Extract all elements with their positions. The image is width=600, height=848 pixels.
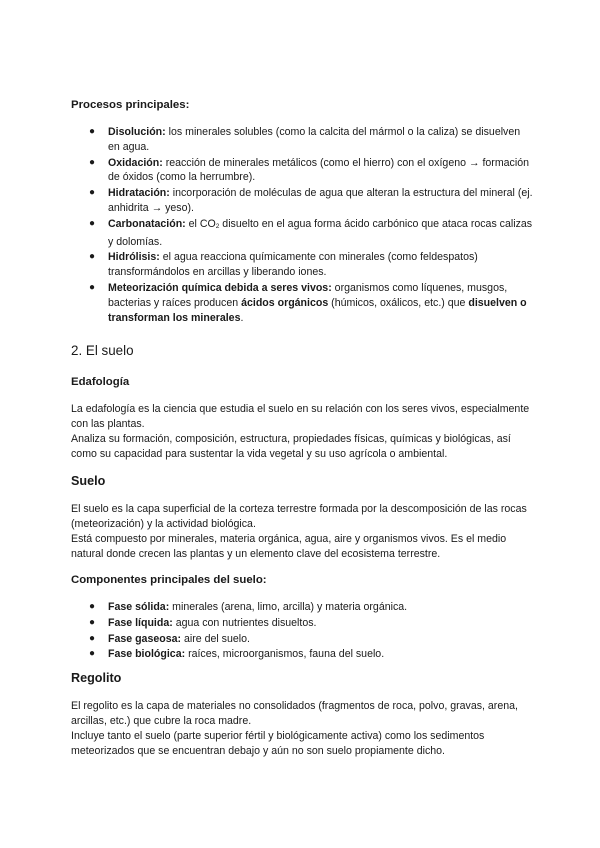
list-item: ● Fase biológica: raíces, microorganismos, fauna del suelo. — [89, 648, 385, 661]
bullet-icon: ● — [89, 156, 96, 168]
edafologia-text — [71, 402, 533, 462]
paragraph: Analiza su formación, composición, estructura, propiedades físicas, químicas y biológicas, así como su capacidad para sustentar la vida vegetal y su uso agrícola o ambiental. — [71, 433, 511, 460]
list-item: ● Disolución: los minerales solubles (como la calcita del mármol o la caliza) se disuelven en agua. — [89, 126, 521, 153]
bullet-icon: ● — [89, 217, 96, 229]
suelo-heading: Suelo — [71, 474, 106, 488]
paragraph: La edafología es la ciencia que estudia el suelo en su relación con los seres vivos, especialmente con las plantas. — [71, 403, 530, 430]
bullet-icon: ● — [89, 601, 96, 612]
section-title: 2. El suelo — [71, 343, 134, 358]
procesos-list — [71, 125, 533, 326]
paragraph: El regolito es la capa de materiales no consolidados (fragmentos de roca, polvo, gravas, arena, arcillas, etc.) que cubre la roca madre. — [71, 700, 518, 727]
suelo-text — [71, 502, 533, 562]
paragraph: El suelo es la capa superficial de la corteza terrestre formada por la descomposición de las rocas (meteorización) y la actividad biológica. — [71, 503, 527, 530]
bullet-icon: ● — [89, 251, 96, 263]
paragraph: Incluye tanto el suelo (parte superior fértil y biológicamente activa) como los sedimentos meteorizados que se encuentran debajo y aún no son suelo propiamente dicho. — [71, 730, 485, 757]
bullet-icon: ● — [89, 187, 96, 199]
list-item: ● Fase líquida: agua con nutrientes disueltos. — [89, 616, 317, 629]
list-item: ● Meteorización química debida a seres vivos: organismos como líquenes, musgos, bacterias y raíces producen ácidos orgánicos (húmicos, oxálicos, etc.) que disuelven o transforman los minerales. — [89, 281, 527, 324]
paragraph: Está compuesto por minerales, materia orgánica, agua, aire y organismos vivos. Es el medio natural donde crecen las plantas y un elemento clave del ecosistema terrestre. — [71, 533, 507, 560]
list-item: ● Hidratación: incorporación de moléculas de agua que alteran la estructura del mineral (ej. anhidrita → yeso). — [89, 187, 533, 214]
list-item: ● Hidrólisis: el agua reacciona químicamente con minerales (como feldespatos) transformándolos en arcillas y liberando iones. — [89, 251, 478, 279]
componentes-list — [71, 600, 533, 663]
regolito-heading: Regolito — [71, 671, 122, 685]
list-item: ● Fase sólida: minerales (arena, limo, arcilla) y materia orgánica. — [89, 601, 408, 613]
list-item: ● Fase gaseosa: aire del suelo. — [89, 632, 250, 645]
componentes-heading: Componentes principales del suelo: — [71, 574, 267, 586]
bullet-icon: ● — [89, 281, 96, 293]
regolito-text — [71, 699, 533, 759]
list-item: ● Oxidación: reacción de minerales metálicos (como el hierro) con el oxígeno → formación de óxidos (como la herrumbre). — [89, 156, 529, 184]
bullet-icon: ● — [89, 126, 96, 137]
bullet-icon: ● — [89, 648, 96, 660]
edafologia-heading: Edafología — [71, 376, 130, 388]
list-item: ● Carbonatación: el $CO_2$ disuelto en el agua forma ácido carbónico que ataca rocas calizas y dolomías. — [89, 217, 533, 248]
bullet-icon: ● — [89, 632, 96, 644]
bullet-icon: ● — [89, 616, 96, 628]
procesos-heading: Procesos principales: — [71, 99, 190, 111]
